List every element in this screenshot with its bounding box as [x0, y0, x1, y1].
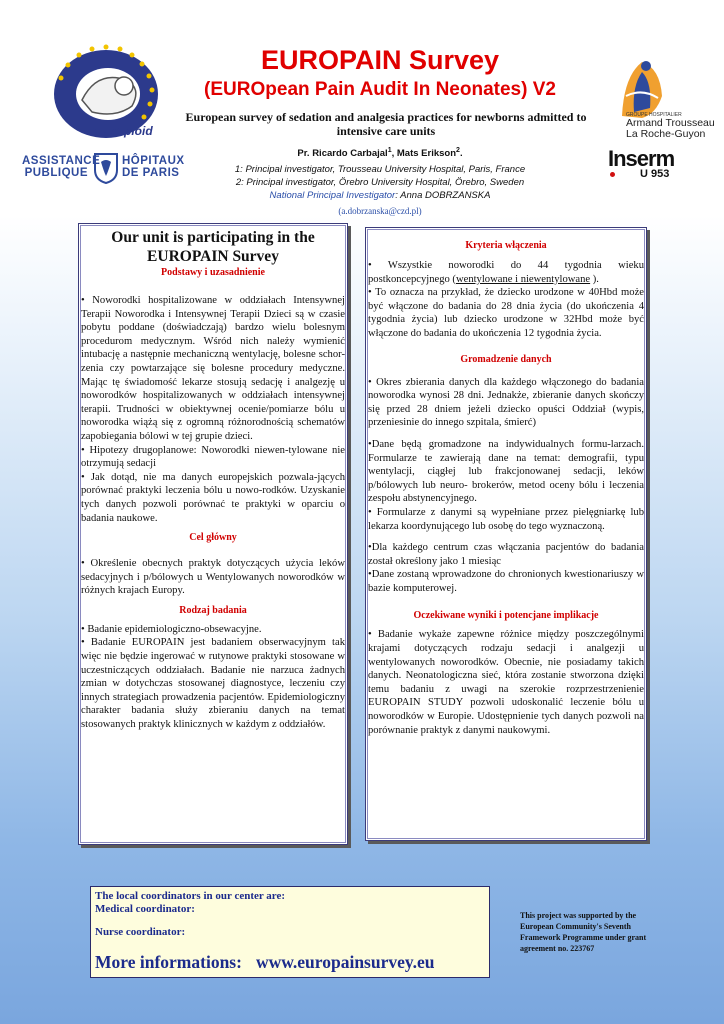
national-investigator-label: National Principal Investigator — [269, 190, 396, 201]
author-carbajal: Pr. Ricardo Carbajal — [297, 148, 388, 160]
section-title-rationale: Podstawy i uzasadnienie — [161, 267, 265, 278]
author-erikson-ref: 2 — [456, 147, 460, 154]
section-title-expected-results: Oczekiwane wyniki i potencjane implikacje — [413, 610, 599, 622]
main-goal-paragraph: • Określenie obecnych praktyk dotyczących użycia leków sedacyjnych i p/bólowych u Wentylowanych noworodków w różnych krajach Europy. — [81, 558, 345, 597]
data-collection-paragraph-5: •Dane zostaną wprowadzone do chronionych kwestionariuszy w bazie komputerowej. — [368, 569, 644, 594]
inclusion-paragraph-1 — [368, 259, 644, 286]
criteria-box — [365, 227, 647, 841]
affiliation-2: 2: Principal investigator, Örebro University Hospital, Örebro, Sweden — [235, 177, 525, 188]
funding-acknowledgement: This project was supported by the European Community's Seventh Framework Programme under grant agreement no. 223767 — [520, 911, 647, 953]
local-coordinators-box — [90, 886, 490, 978]
inserm-logo: Inserm — [608, 146, 675, 171]
section-title-inclusion: Kryteria włączenia — [465, 240, 547, 251]
aphp-emblem-icon — [92, 152, 120, 184]
page-subtitle: (EUROpean Pain Audit In Neonates) V2 — [204, 79, 556, 100]
section-title-study-type: Rodzaj badania — [179, 604, 247, 616]
study-type-paragraph-2: • Badanie EUROPAIN jest badaniem obserwacyjnym tak więc nie będzie ingerować w rutynowe praktyki stosowane w uczestniczących oddziałach. Badanie nie narzuca żadnych zmian w dotychczas stosowanej diagnostyce, leczeniu czy innych strategiach prowadzenia pacjentów. Epidemiologiczny charakter badania służy zbieraniu danych na temat stosowanych praktyk klinicznych w każdym z oddziałów. — [81, 637, 345, 731]
author-carbajal-ref: 1 — [387, 147, 392, 154]
national-investigator — [180, 190, 580, 202]
aphp-logo-right-text: HÔPITAUX DE PARIS — [122, 155, 185, 179]
inclusion-p1-text: • Wszystkie noworodki do 44 tygodnia wieku postkoncepcyjnego ( — [368, 260, 644, 285]
more-info-label: More informations: — [95, 952, 242, 972]
inserm-unit: U 953 — [640, 168, 670, 180]
survey-website-link[interactable]: www.europainsurvey.eu — [255, 952, 435, 972]
inserm-dot-icon — [610, 172, 615, 177]
participation-heading: Our unit is participating in the EUROPAIN Survey — [111, 229, 315, 265]
trousseau-name-line1: Armand Trousseau — [626, 117, 715, 129]
affiliation-1: 1: Principal investigator, Trousseau University Hospital, Paris, France — [234, 164, 526, 175]
more-info-line — [95, 951, 485, 973]
national-investigator-name: : Anna DOBRZANSKA — [395, 190, 491, 201]
neoopioid-logo-text: NeoOpioid — [92, 124, 153, 138]
authors-line — [180, 147, 580, 159]
expected-results-paragraph: • Badanie wykaże zapewne różnice między poszczególnymi krajami dotyczących rodzaju sedacji i analgezji u wentylowanych noworodków. Obecnie, nie posiadamy takich danych. Neonatologiczna sieć, która zostanie stworzona dzięki temu badaniu z uwagi na szerokie rozprzestrzenienie EUROPAIN STUDY pozwoli udoskonalić leczenie bólu u noworodków w Europie. Udostępnienie tych danych pozwoli na porównanie praktyk z danymi naukowymi. — [368, 629, 644, 736]
trousseau-name — [626, 118, 715, 140]
contact-email: (a.dobrzanska@czd.pl) — [338, 206, 422, 216]
data-collection-paragraph-2: •Dane będą gromadzone na indywidualnych formu-larzach. Formularze te zawierają dane na temat: demografii, typu wentylacji, ciągłej lub frakcjonowanej sedacji, leków p/bólowych lub neuro- brokerów, metod oceny bólu i leczenia zespołu abstynencyjnego. — [368, 438, 644, 505]
participation-box — [78, 223, 348, 845]
survey-description: European survey of sedation and analgesia practices for newborns admitted to intensive care units — [185, 110, 587, 138]
authors-end: . — [459, 148, 463, 160]
section-title-main-goal: Cel główny — [189, 532, 237, 544]
coordinators-heading: The local coordinators in our center are: — [95, 890, 286, 902]
inclusion-p1-underlined: wentylowane i niewentylowane — [455, 273, 591, 285]
data-collection-paragraph-4: •Dla każdego centrum czas włączania pacjentów do badania został określony jako 1 miesiąc — [368, 542, 644, 567]
trousseau-group-label: GROUPE HOSPITALIER — [626, 112, 682, 118]
section-title-data-collection: Gromadzenie danych — [460, 353, 552, 365]
data-collection-paragraph-1: • Okres zbierania danych dla każdego włączonego do badania noworodka wynosi 28 dni. Jednakże, zbieranie danych skończy się przed 28 dniem jeżeli dziecko opuści Oddział (wypis, przeniesinie do innego szpitala, śmierć) — [368, 376, 644, 429]
medical-coordinator-label: Medical coordinator: — [95, 903, 195, 915]
trousseau-name-line2: La Roche-Guyon — [626, 128, 706, 140]
nurse-coordinator-label: Nurse coordinator: — [95, 926, 186, 938]
rationale-paragraph-1: • Noworodki hospitalizowane w oddziałach Intensywnej Terapii Noworodka i Intensywnej Terapii Dzieci są w czasie pobytu poddane (doświadczają) bardzo wielu bolesnym procedurom medycznym. Wśród nich należy wymienić intubację a następnie mechaniczną wentylację, bolesne schor-zenia czy powtarzające się bolesne procedury medyczne. Mając tę świadomość lekarze stosują sedację i analgezję u noworodków hospitalizowanych w oddziałach intensywnej terapii. Trudności w obiektywnej ocenie/pomiarze bólu u noworodka wiążą się z ogromną różnorodnością schematów zapobiegania bólowi w tej grupie dzieci. — [81, 295, 345, 442]
data-collection-paragraph-3: • Formularze z danymi są wypełniane przez pielęgniarkę lub lekarza koordynującego lub osobę do tego wyznaczoną. — [368, 506, 644, 532]
aphp-logo-left-text: ASSISTANCE PUBLIQUE — [22, 155, 101, 179]
author-erikson: , Mats Erikson — [391, 148, 457, 160]
inclusion-p1-end: ). — [590, 273, 599, 285]
rationale-paragraph-2: • Hipotezy drugoplanowe: Noworodki niewen-tylowane nie otrzymują sedacji — [81, 444, 345, 470]
inclusion-paragraph-2: • To oznacza na przykład, że dziecko urodzone w 40Hbd może być włączone do badania do 28 dnia życia (do ukończenia 4 tygodnia życia) lub dziecko urodzone w 32Hbd może być włączone do badania do ukończenia 12 tygodnia życia. — [368, 287, 644, 339]
rationale-paragraph-3: • Jak dotąd, nie ma danych europejskich pozwala-jących porównać praktyki leczenia bólu u nowo-rodków. Uzyskanie tych danych pozwoli porównać te praktyki w oparciu o badania naukowe. — [81, 471, 345, 524]
study-type-paragraph-1: • Badanie epidemiologiczno-obsewacyjne. — [81, 623, 262, 635]
page-title: EUROPAIN Survey — [260, 45, 500, 75]
